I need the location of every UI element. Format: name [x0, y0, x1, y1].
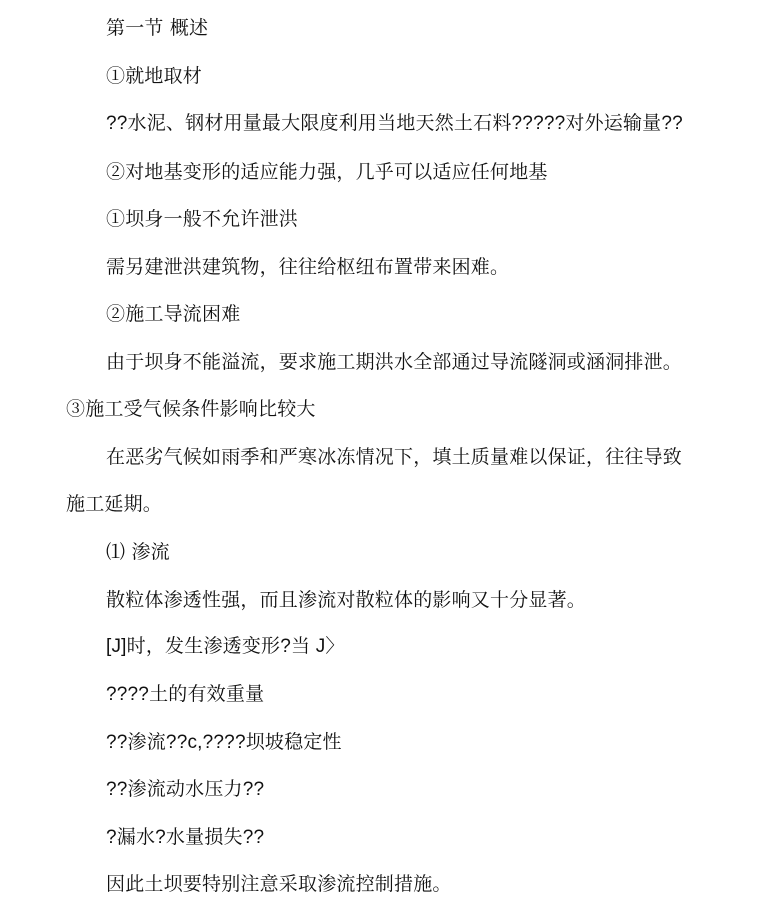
paragraph-line: ??渗流动水压力?? [106, 779, 265, 800]
paragraph-line: 由于坝身不能溢流，要求施工期洪水全部通过导流隧洞或涵洞排泄。 [106, 351, 683, 373]
paragraph-line: ?漏水?水量损失?? [106, 827, 265, 848]
subsection-heading: ⑴ 渗流 [106, 541, 170, 563]
paragraph-line: ②对地基变形的适应能力强，几乎可以适应任何地基 [106, 161, 548, 183]
paragraph-line: ①就地取材 [106, 65, 203, 87]
paragraph-line: ??水泥、钢材用量最大限度利用当地天然土石料?????对外运输量?? [106, 113, 683, 134]
paragraph-line: 需另建泄洪建筑物，往往给枢纽布置带来困难。 [106, 256, 510, 278]
paragraph-line: ②施工导流困难 [106, 303, 241, 325]
paragraph-line: 在恶劣气候如雨季和严寒冰冻情况下，填土质量难以保证，往往导致 [106, 446, 683, 468]
paragraph-line: ③施工受气候条件影响比较大 [66, 398, 316, 420]
paragraph-line: 因此土坝要特别注意采取渗流控制措施。 [106, 873, 452, 895]
paragraph-line: ??渗流??c,????坝坡稳定性 [106, 732, 342, 753]
paragraph-line: 散粒体渗透性强，而且渗流对散粒体的影响又十分显著。 [106, 589, 587, 611]
paragraph-line: ????土的有效重量 [106, 684, 265, 705]
section-heading: 第一节 概述 [106, 17, 209, 39]
paragraph-line: 施工延期。 [66, 493, 163, 515]
paragraph-line: [J]时，发生渗透变形?当 J〉 [106, 636, 345, 657]
paragraph-line: ①坝身一般不允许泄洪 [106, 208, 299, 230]
